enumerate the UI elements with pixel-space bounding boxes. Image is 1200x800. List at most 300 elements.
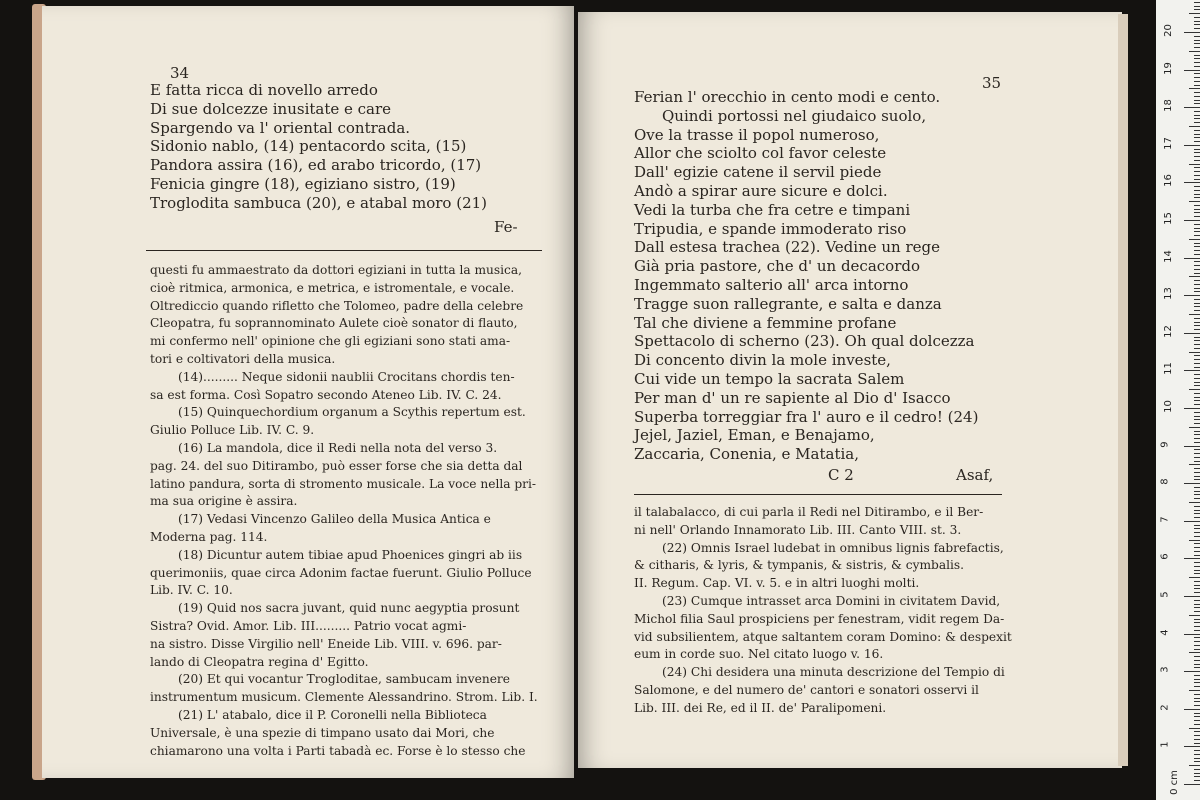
ruler-tick xyxy=(1194,111,1200,112)
footnotes-block xyxy=(150,262,538,760)
ruler-tick xyxy=(1194,701,1200,702)
ruler-tick xyxy=(1194,769,1200,770)
footnote-line: questi fu ammaestrato da dottori egiziani in tutta la musica, xyxy=(150,263,523,277)
ruler-tick xyxy=(1194,246,1200,247)
ruler-tick xyxy=(1194,532,1200,533)
footnote-line: (24) Chi desidera una minuta descrizione del Tempio di xyxy=(662,665,1005,680)
ruler-tick xyxy=(1189,389,1200,390)
ruler-tick xyxy=(1189,577,1200,578)
ruler-tick xyxy=(1194,739,1200,740)
ruler-tick xyxy=(1194,231,1200,232)
verse-line: Dall' egizie catene il servil piede xyxy=(634,163,882,182)
footnote-line: il talabalacco, di cui parla il Redi nel Ditirambo, e il Ber- xyxy=(634,505,984,519)
ruler-label: 17 xyxy=(1162,136,1174,150)
ruler-tick xyxy=(1194,36,1200,37)
ruler-label: 2 xyxy=(1159,704,1171,711)
ruler-tick xyxy=(1194,562,1200,563)
ruler-tick xyxy=(1194,55,1200,56)
verse-line: Pandora assira (16), ed arabo tricordo, (17) xyxy=(150,156,482,175)
ruler-tick xyxy=(1194,713,1200,714)
verse-block xyxy=(634,88,978,464)
ruler-tick xyxy=(1194,622,1200,623)
verse-block xyxy=(150,81,487,213)
ruler-tick xyxy=(1189,728,1200,729)
ruler-tick xyxy=(1194,9,1200,10)
ruler-tick xyxy=(1194,337,1200,338)
footnote-line: Salomone, e del numero de' cantori e sonatori osservi il xyxy=(634,682,979,697)
ruler-tick xyxy=(1194,607,1200,608)
ruler-label: 18 xyxy=(1162,99,1174,113)
ruler-tick xyxy=(1194,115,1200,116)
ruler-tick xyxy=(1184,746,1200,747)
verse-line: Zaccaria, Conenia, e Matatia, xyxy=(634,445,859,464)
ruler-label: 4 xyxy=(1159,628,1171,636)
verse-line: Allor che sciolto col favor celeste xyxy=(634,144,887,163)
verse-line: Per man d' un re sapiente al Dio d' Isacco xyxy=(634,388,951,407)
ruler-tick xyxy=(1194,619,1200,620)
ruler-tick xyxy=(1189,765,1200,766)
footnote-line: Lib. IV. C. 10. xyxy=(150,583,233,598)
ruler-tick xyxy=(1194,724,1200,725)
verse-line: Ingemmato salterio all' arca intorno xyxy=(634,275,909,294)
ruler-tick xyxy=(1194,457,1200,458)
ruler-tick xyxy=(1184,70,1200,71)
footnote-line: vid subsilientem, atque saltantem coram Domino: & despexit xyxy=(634,629,1012,644)
ruler-tick xyxy=(1194,130,1200,131)
ruler-tick xyxy=(1194,694,1200,695)
ruler-tick xyxy=(1189,690,1200,691)
ruler-tick xyxy=(1194,355,1200,356)
ruler-tick xyxy=(1194,122,1200,123)
footnote-line: latino pandura, sorta di stromento musicale. La voce nella pri- xyxy=(150,476,537,491)
ruler-tick xyxy=(1194,175,1200,176)
ruler-tick xyxy=(1184,596,1200,597)
ruler-tick xyxy=(1194,40,1200,41)
left-page xyxy=(42,6,574,778)
ruler-tick xyxy=(1189,276,1200,277)
ruler-tick xyxy=(1194,731,1200,732)
ruler-label: 3 xyxy=(1159,666,1171,673)
verse-line: Tripudia, e spande immoderato riso xyxy=(634,219,907,238)
ruler-tick xyxy=(1194,359,1200,360)
ruler-tick xyxy=(1194,743,1200,744)
ruler-tick xyxy=(1194,243,1200,244)
ruler-tick xyxy=(1194,498,1200,499)
right-page-edge xyxy=(1118,14,1128,766)
footnotes-block xyxy=(634,504,1012,718)
ruler-tick xyxy=(1194,261,1200,262)
right-page xyxy=(578,12,1122,768)
ruler-tick xyxy=(1194,291,1200,292)
ruler-tick xyxy=(1194,77,1200,78)
ruler-tick xyxy=(1194,280,1200,281)
ruler-tick xyxy=(1194,588,1200,589)
ruler-tick xyxy=(1194,528,1200,529)
verse-line: Troglodita sambuca (20), e atabal moro (21) xyxy=(150,193,488,212)
ruler-tick xyxy=(1194,686,1200,687)
ruler-tick xyxy=(1194,513,1200,514)
ruler-tick xyxy=(1194,306,1200,307)
ruler-tick xyxy=(1194,570,1200,571)
ruler-tick xyxy=(1194,419,1200,420)
ruler-tick xyxy=(1189,126,1200,127)
ruler-tick xyxy=(1194,423,1200,424)
footnote-line: II. Regum. Cap. VI. v. 5. e in altri luoghi molti. xyxy=(634,576,920,591)
footnote-line: (17) Vedasi Vincenzo Galileo della Musica Antica e xyxy=(178,512,491,527)
ruler-tick xyxy=(1194,551,1200,552)
ruler-tick xyxy=(1184,634,1200,635)
ruler-tick xyxy=(1194,604,1200,605)
footnote-line: cioè ritmica, armonica, e metrica, e istromentale, e vocale. xyxy=(150,280,515,295)
ruler-label: 19 xyxy=(1162,61,1174,75)
ruler-tick xyxy=(1194,611,1200,612)
ruler-tick xyxy=(1194,340,1200,341)
verse-line: Di sue dolcezze inusitate e care xyxy=(150,99,392,118)
footnote-line: Cleopatra, fu soprannominato Aulete cioè sonator di flauto, xyxy=(150,316,518,331)
ruler-tick xyxy=(1194,506,1200,507)
ruler-tick xyxy=(1194,325,1200,326)
ruler-tick xyxy=(1189,502,1200,503)
ruler-tick xyxy=(1194,273,1200,274)
ruler-tick xyxy=(1194,468,1200,469)
ruler-tick xyxy=(1184,408,1200,409)
ruler-tick xyxy=(1189,540,1200,541)
ruler-tick xyxy=(1194,675,1200,676)
verse-line: Jejel, Jaziel, Eman, e Benajamo, xyxy=(634,426,875,445)
ruler-tick xyxy=(1189,239,1200,240)
ruler-tick xyxy=(1194,573,1200,574)
footnote-line: (16) La mandola, dice il Redi nella nota del verso 3. xyxy=(178,440,498,455)
verse-line: Dall estesa trachea (22). Vedine un rege xyxy=(634,238,940,257)
ruler-tick xyxy=(1184,709,1200,710)
ruler-tick xyxy=(1189,88,1200,89)
ruler-tick xyxy=(1194,773,1200,774)
ruler-tick xyxy=(1184,483,1200,484)
ruler-label: 9 xyxy=(1159,440,1171,448)
ruler-tick xyxy=(1194,21,1200,22)
ruler-tick xyxy=(1194,235,1200,236)
ruler-tick xyxy=(1194,494,1200,495)
ruler-tick xyxy=(1194,600,1200,601)
ruler-tick xyxy=(1194,348,1200,349)
ruler-tick xyxy=(1194,660,1200,661)
signature-mark: C 2 xyxy=(828,466,854,484)
ruler-tick xyxy=(1194,190,1200,191)
verse-line: Già pria pastore, che d' un decacordo xyxy=(634,257,921,276)
verse-line: Tragge suon rallegrante, e salta e danza xyxy=(634,294,942,313)
ruler-tick xyxy=(1194,216,1200,217)
ruler-tick xyxy=(1189,427,1200,428)
verse-line: Spargendo va l' oriental contrada. xyxy=(150,118,411,137)
divider-rule xyxy=(634,494,1002,495)
ruler-tick xyxy=(1194,776,1200,777)
ruler-label: 0 cm xyxy=(1168,770,1180,795)
ruler-label: 15 xyxy=(1162,212,1174,225)
ruler-tick xyxy=(1194,288,1200,289)
ruler-tick xyxy=(1194,43,1200,44)
ruler-tick xyxy=(1194,92,1200,93)
ruler-tick xyxy=(1194,547,1200,548)
ruler-tick xyxy=(1194,205,1200,206)
ruler-tick xyxy=(1194,141,1200,142)
ruler-tick xyxy=(1184,558,1200,559)
ruler-tick xyxy=(1194,626,1200,627)
ruler-tick xyxy=(1194,160,1200,161)
footnote-line: sa est forma. Così Sopatro secondo Ateneo Lib. IV. C. 24. xyxy=(150,387,502,402)
ruler-tick xyxy=(1184,258,1200,259)
verse-line: Quindi portossi nel giudaico suolo, xyxy=(662,106,927,125)
footnote-line: (19) Quid nos sacra juvant, quid nunc aegyptia prosunt xyxy=(178,601,520,616)
footnote-line: querimoniis, quae circa Adonim factae fuerunt. Giulio Polluce xyxy=(150,565,532,580)
ruler-label: 7 xyxy=(1159,516,1171,523)
ruler-tick xyxy=(1194,47,1200,48)
ruler-tick xyxy=(1194,2,1200,3)
ruler-tick xyxy=(1194,449,1200,450)
ruler-tick xyxy=(1194,103,1200,104)
ruler-label: 12 xyxy=(1162,324,1174,338)
footnote-line: Oltrediccio quando rifletto che Tolomeo, padre della celebre xyxy=(150,298,524,313)
ruler-tick xyxy=(1194,667,1200,668)
ruler-label: 1 xyxy=(1159,741,1171,749)
verse-line: Ove la trasse il popol numeroso, xyxy=(634,125,880,144)
ruler-tick xyxy=(1194,476,1200,477)
footnote-line: ni nell' Orlando Innamorato Lib. III. Canto VIII. st. 3. xyxy=(634,522,962,537)
catchword: Fe- xyxy=(494,218,518,236)
ruler-tick xyxy=(1189,352,1200,353)
ruler-tick xyxy=(1194,434,1200,435)
ruler-tick xyxy=(1189,314,1200,315)
ruler-tick xyxy=(1194,487,1200,488)
ruler-tick xyxy=(1194,156,1200,157)
ruler-tick xyxy=(1194,299,1200,300)
footnote-line: instrumentum musicum. Clemente Alessandrino. Strom. Lib. I. xyxy=(150,690,538,705)
ruler-tick xyxy=(1194,510,1200,511)
ruler-label: 6 xyxy=(1159,553,1171,561)
ruler-tick xyxy=(1194,525,1200,526)
ruler-tick xyxy=(1194,378,1200,379)
footnote-line: Giulio Polluce Lib. IV. C. 9. xyxy=(150,423,315,438)
ruler-tick xyxy=(1189,201,1200,202)
ruler-tick xyxy=(1189,164,1200,165)
footnote-line: & citharis, & lyris, & tympanis, & sistris, & cymbalis. xyxy=(634,558,965,573)
footnote-line: (21) L' atabalo, dice il P. Coronelli nella Biblioteca xyxy=(178,707,487,722)
ruler-tick xyxy=(1194,585,1200,586)
verse-line: Cui vide un tempo la sacrata Salem xyxy=(634,369,905,388)
divider-rule xyxy=(146,250,542,251)
footnote-line: Lib. III. dei Re, ed il II. de' Paralipomeni. xyxy=(634,700,887,715)
ruler-tick xyxy=(1194,682,1200,683)
footnote-line: (14)......... Neque sidonii naublii Crocitans chordis ten- xyxy=(178,369,515,384)
ruler-tick xyxy=(1194,649,1200,650)
ruler-tick xyxy=(1194,284,1200,285)
ruler-tick xyxy=(1194,118,1200,119)
footnote-line: Michol filia Saul prospiciens per fenestram, vidit regem Da- xyxy=(634,611,1005,626)
ruler-tick xyxy=(1194,73,1200,74)
page-number: 35 xyxy=(982,74,1002,92)
ruler-tick xyxy=(1194,367,1200,368)
ruler-tick xyxy=(1184,370,1200,371)
verse-line: Di concento divin la mole investe, xyxy=(634,351,891,370)
verse-line: Ferian l' orecchio in cento modi e cento. xyxy=(634,88,941,106)
ruler-tick xyxy=(1194,416,1200,417)
verse-line: E fatta ricca di novello arredo xyxy=(150,81,378,99)
ruler-tick xyxy=(1194,269,1200,270)
footnote-line: (18) Dicuntur autem tibiae apud Phoenices gingri ab iis xyxy=(178,547,523,562)
ruler-tick xyxy=(1184,521,1200,522)
ruler-tick xyxy=(1194,385,1200,386)
ruler-tick xyxy=(1194,412,1200,413)
ruler-tick xyxy=(1194,152,1200,153)
ruler-tick xyxy=(1194,720,1200,721)
footnote-line: Universale, è una spezie di timpano usato dai Mori, che xyxy=(150,725,495,740)
ruler-tick xyxy=(1194,17,1200,18)
footnote-line: (23) Cumque intrasset arca Domini in civitatem David, xyxy=(662,593,1001,608)
ruler-label: 20 xyxy=(1162,24,1174,37)
ruler-tick xyxy=(1194,442,1200,443)
ruler-tick xyxy=(1194,137,1200,138)
ruler-tick xyxy=(1184,333,1200,334)
ruler-tick xyxy=(1194,62,1200,63)
verse-line: Spettacolo di scherno (23). Oh qual dolcezza xyxy=(634,332,975,351)
ruler-tick xyxy=(1194,318,1200,319)
footnote-line: (15) Quinquechordium organum a Scythis repertum est. xyxy=(178,405,526,420)
ruler-label: 5 xyxy=(1159,591,1171,598)
ruler-tick xyxy=(1194,758,1200,759)
verse-line: Tal che diviene a femmine profane xyxy=(634,313,897,332)
ruler-tick xyxy=(1194,431,1200,432)
ruler-tick xyxy=(1194,438,1200,439)
ruler-tick xyxy=(1194,735,1200,736)
ruler-tick xyxy=(1194,761,1200,762)
ruler-tick xyxy=(1194,224,1200,225)
ruler-tick xyxy=(1189,652,1200,653)
ruler-tick xyxy=(1194,194,1200,195)
ruler-tick xyxy=(1184,107,1200,108)
verse-line: Superba torreggiar fra l' auro e il cedro! (24) xyxy=(634,407,979,426)
page-number: 34 xyxy=(170,64,190,82)
ruler-tick xyxy=(1194,344,1200,345)
ruler-tick xyxy=(1194,453,1200,454)
ruler-tick xyxy=(1194,754,1200,755)
footnote-line: Moderna pag. 114. xyxy=(150,529,268,544)
ruler-tick xyxy=(1194,472,1200,473)
ruler-tick xyxy=(1184,446,1200,447)
ruler-tick xyxy=(1194,250,1200,251)
ruler-tick xyxy=(1189,51,1200,52)
ruler-tick xyxy=(1184,145,1200,146)
ruler-tick xyxy=(1194,555,1200,556)
ruler-tick xyxy=(1194,96,1200,97)
ruler-tick xyxy=(1194,171,1200,172)
ruler-tick xyxy=(1189,13,1200,14)
footnote-line: chiamarono una volta i Parti tabadà ec. Forse è lo stesso che xyxy=(150,743,526,758)
ruler-tick xyxy=(1194,24,1200,25)
ruler-tick xyxy=(1194,134,1200,135)
ruler-tick xyxy=(1194,705,1200,706)
ruler-tick xyxy=(1194,303,1200,304)
verse-line: Fenicia gingre (18), egiziano sistro, (19) xyxy=(150,174,456,193)
catchword: Asaf, xyxy=(956,466,994,484)
ruler-tick xyxy=(1194,81,1200,82)
ruler-tick xyxy=(1194,329,1200,330)
ruler-tick xyxy=(1194,679,1200,680)
verse-line: Vedi la turba che fra cetre e timpani xyxy=(634,200,911,219)
footnote-line: mi confermo nell' opinione che gli egiziani sono stati ama- xyxy=(150,334,511,349)
ruler-tick xyxy=(1194,479,1200,480)
ruler-tick xyxy=(1194,645,1200,646)
ruler-tick xyxy=(1194,310,1200,311)
ruler-tick xyxy=(1194,254,1200,255)
ruler-tick xyxy=(1189,615,1200,616)
ruler-tick xyxy=(1194,6,1200,7)
ruler-tick xyxy=(1194,167,1200,168)
ruler-tick xyxy=(1194,630,1200,631)
ruler-tick xyxy=(1194,461,1200,462)
ruler-tick xyxy=(1194,28,1200,29)
ruler-tick xyxy=(1194,716,1200,717)
ruler-tick xyxy=(1184,182,1200,183)
ruler-tick xyxy=(1184,32,1200,33)
ruler-tick xyxy=(1194,197,1200,198)
ruler-tick xyxy=(1184,671,1200,672)
ruler-tick xyxy=(1194,543,1200,544)
ruler-label: 11 xyxy=(1162,362,1174,376)
footnote-line: (20) Et qui vocantur Trogloditae, sambucam invenere xyxy=(178,672,510,687)
ruler-tick xyxy=(1194,363,1200,364)
ruler-tick xyxy=(1194,400,1200,401)
ruler-label: 13 xyxy=(1162,287,1174,301)
ruler-tick xyxy=(1194,209,1200,210)
ruler-tick xyxy=(1189,464,1200,465)
ruler-tick xyxy=(1194,698,1200,699)
ruler-tick xyxy=(1194,404,1200,405)
footnote-line: ma sua origine è assira. xyxy=(150,494,298,509)
ruler-tick xyxy=(1194,58,1200,59)
ruler-tick xyxy=(1194,100,1200,101)
ruler-tick xyxy=(1194,322,1200,323)
ruler-tick xyxy=(1194,66,1200,67)
footnote-line: (22) Omnis Israel ludebat in omnibus lignis fabrefactis, xyxy=(662,540,1004,555)
ruler-tick xyxy=(1194,228,1200,229)
ruler-tick xyxy=(1194,517,1200,518)
ruler-tick xyxy=(1194,536,1200,537)
ruler-tick xyxy=(1194,212,1200,213)
footnote-line: eum in corde suo. Nel citato luogo v. 16. xyxy=(634,647,884,662)
ruler-tick xyxy=(1194,397,1200,398)
ruler-tick xyxy=(1194,393,1200,394)
ruler-tick xyxy=(1194,581,1200,582)
ruler-tick xyxy=(1194,750,1200,751)
ruler-label: 16 xyxy=(1162,174,1174,188)
measurement-ruler xyxy=(1156,0,1200,800)
ruler-tick xyxy=(1194,592,1200,593)
ruler-tick xyxy=(1194,491,1200,492)
ruler-label: 8 xyxy=(1159,478,1171,485)
ruler-tick xyxy=(1194,566,1200,567)
ruler-tick xyxy=(1194,186,1200,187)
footnote-line: pag. 24. del suo Ditirambo, può esser forse che sia detta dal xyxy=(150,458,523,473)
ruler-tick xyxy=(1194,641,1200,642)
verse-line: Andò a spirar aure sicure e dolci. xyxy=(634,181,888,200)
ruler-tick xyxy=(1194,664,1200,665)
ruler-tick xyxy=(1194,780,1200,781)
ruler-tick xyxy=(1194,179,1200,180)
ruler-tick xyxy=(1184,295,1200,296)
footnote-line: lando di Cleopatra regina d' Egitto. xyxy=(150,654,369,669)
ruler-tick xyxy=(1194,149,1200,150)
ruler-tick xyxy=(1194,374,1200,375)
verse-line: Sidonio nablo, (14) pentacordo scita, (15) xyxy=(150,137,467,156)
